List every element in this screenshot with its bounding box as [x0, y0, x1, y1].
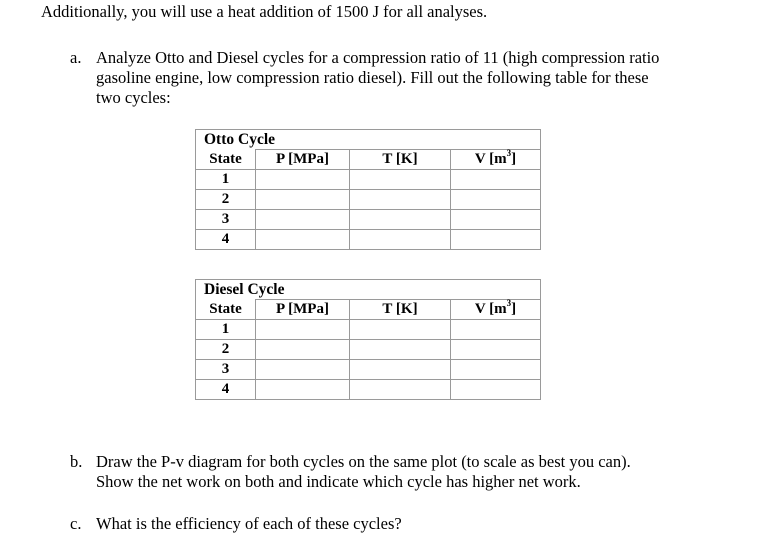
- otto-header-temperature: T [K]: [350, 150, 451, 170]
- question-c: [70, 514, 730, 534]
- diesel-row-1: [196, 320, 541, 340]
- diesel-state-2: 2: [196, 340, 256, 360]
- diesel-header-temperature: T [K]: [350, 300, 451, 320]
- question-b-line-1: Draw the P-v diagram for both cycles on the same plot (to scale as best you can).: [96, 452, 631, 471]
- diesel-cell-p3[interactable]: [256, 360, 350, 380]
- otto-cell-p4[interactable]: [256, 230, 350, 250]
- diesel-row-3: [196, 360, 541, 380]
- diesel-cell-p1[interactable]: [256, 320, 350, 340]
- diesel-cell-p4[interactable]: [256, 380, 350, 400]
- diesel-header-pressure: P [MPa]: [256, 300, 350, 320]
- otto-header-volume-close: ]: [511, 151, 517, 167]
- question-b-line-2: Show the net work on both and indicate which cycle has higher net work.: [96, 472, 581, 491]
- diesel-header-volume-exponent: 3: [506, 298, 512, 308]
- otto-state-1: 1: [196, 170, 256, 190]
- diesel-cell-v3[interactable]: [451, 360, 541, 380]
- diesel-row-4: [196, 380, 541, 400]
- otto-state-4: 4: [196, 230, 256, 250]
- diesel-header-state: State: [196, 300, 256, 320]
- otto-cell-v1[interactable]: [451, 170, 541, 190]
- diesel-row-2: [196, 340, 541, 360]
- diesel-cell-v4[interactable]: [451, 380, 541, 400]
- otto-row-3: [196, 210, 541, 230]
- otto-header-pressure: P [MPa]: [256, 150, 350, 170]
- question-a-line-3: two cycles:: [96, 88, 171, 107]
- otto-cell-t1[interactable]: [350, 170, 451, 190]
- question-a-line-1: Analyze Otto and Diesel cycles for a compression ratio of 11 (high compression ratio: [96, 48, 660, 67]
- otto-cell-t4[interactable]: [350, 230, 451, 250]
- otto-cell-p2[interactable]: [256, 190, 350, 210]
- otto-cell-p3[interactable]: [256, 210, 350, 230]
- otto-row-4: [196, 230, 541, 250]
- diesel-state-3: 3: [196, 360, 256, 380]
- question-c-line-1: What is the efficiency of each of these cycles?: [96, 514, 402, 533]
- otto-cell-v2[interactable]: [451, 190, 541, 210]
- otto-header-state: State: [196, 150, 256, 170]
- question-a-line-2: gasoline engine, low compression ratio diesel). Fill out the following table for these: [96, 68, 649, 87]
- question-b: [70, 452, 730, 496]
- diesel-cycle-table: [195, 279, 541, 400]
- otto-state-2: 2: [196, 190, 256, 210]
- diesel-cell-t3[interactable]: [350, 360, 451, 380]
- diesel-cell-p2[interactable]: [256, 340, 350, 360]
- otto-cell-v4[interactable]: [451, 230, 541, 250]
- otto-cell-t2[interactable]: [350, 190, 451, 210]
- diesel-cell-t2[interactable]: [350, 340, 451, 360]
- intro-text: Additionally, you will use a heat addition of 1500 J for all analyses.: [41, 2, 488, 21]
- otto-header-volume-exponent: 3: [506, 148, 512, 158]
- otto-cycle-table: [195, 129, 541, 250]
- diesel-cell-v1[interactable]: [451, 320, 541, 340]
- otto-cell-t3[interactable]: [350, 210, 451, 230]
- otto-header-volume: [451, 150, 541, 170]
- diesel-header-volume-text: V [m: [474, 301, 507, 317]
- diesel-header-volume-close: ]: [511, 301, 517, 317]
- otto-row-1: [196, 170, 541, 190]
- diesel-cell-v2[interactable]: [451, 340, 541, 360]
- question-c-marker: c.: [70, 514, 82, 533]
- question-a: [70, 48, 730, 112]
- diesel-state-4: 4: [196, 380, 256, 400]
- diesel-table-title: Diesel Cycle: [196, 280, 541, 300]
- diesel-cell-t1[interactable]: [350, 320, 451, 340]
- question-b-marker: b.: [70, 452, 83, 471]
- otto-cell-p1[interactable]: [256, 170, 350, 190]
- otto-cell-v3[interactable]: [451, 210, 541, 230]
- question-a-marker: a.: [70, 48, 82, 67]
- otto-state-3: 3: [196, 210, 256, 230]
- diesel-header-volume: [451, 300, 541, 320]
- diesel-cell-t4[interactable]: [350, 380, 451, 400]
- diesel-state-1: 1: [196, 320, 256, 340]
- otto-header-volume-text: V [m: [474, 151, 507, 167]
- otto-row-2: [196, 190, 541, 210]
- otto-table-title: Otto Cycle: [196, 130, 541, 150]
